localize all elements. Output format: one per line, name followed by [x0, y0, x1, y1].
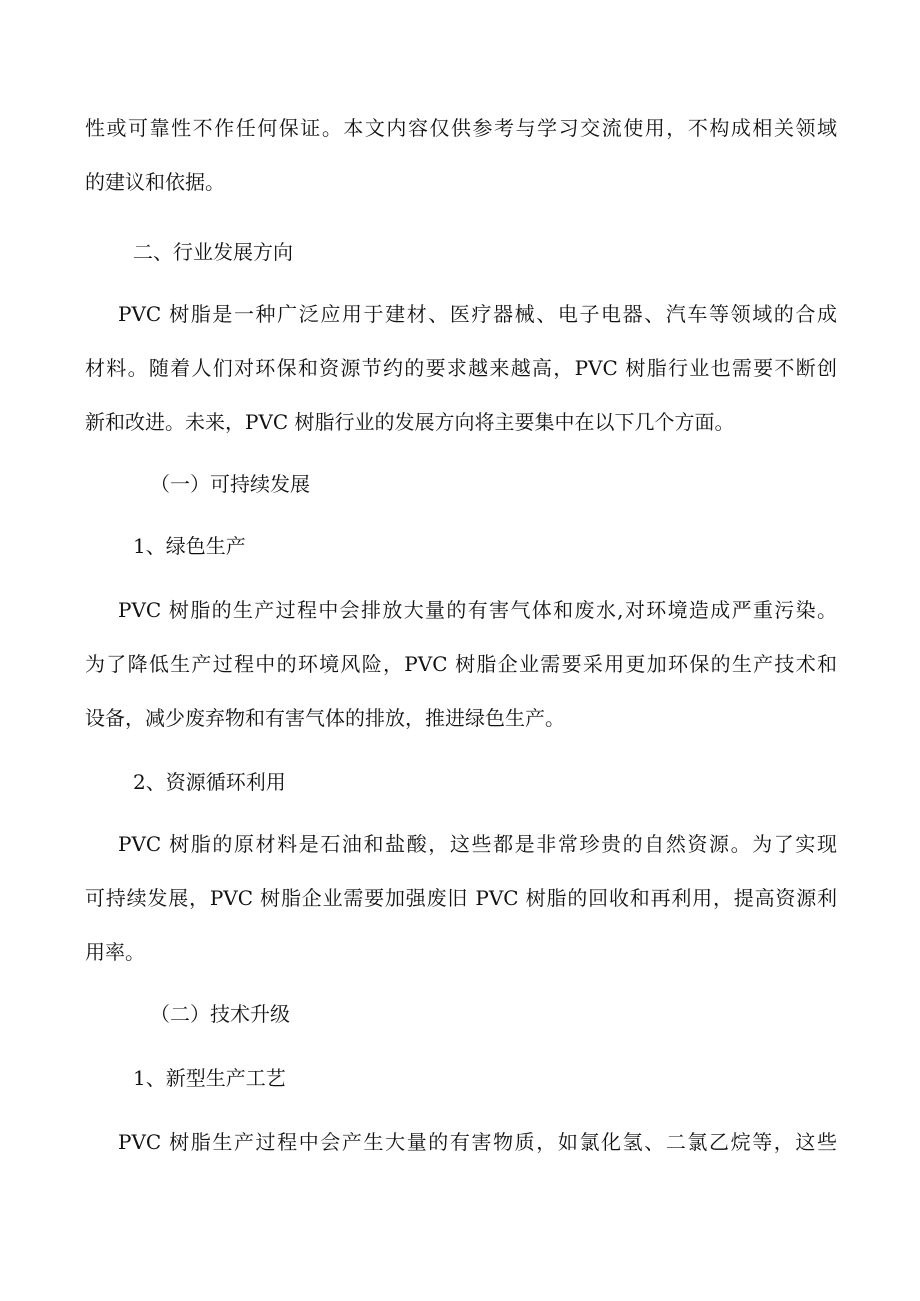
section-paragraph-line-3: 新和改进。未来，PVC 树脂行业的发展方向将主要集中在以下几个方面。 [85, 410, 735, 434]
item1-paragraph-line-2: 为了降低生产过程中的环境风险，PVC 树脂企业需要采用更加环保的生产技术和 [85, 652, 837, 676]
subsection-title-1: （一）可持续发展 [150, 472, 310, 496]
item-title-green-production: 1、绿色生产 [133, 534, 246, 558]
section-paragraph-line-1: PVC 树脂是一种广泛应用于建材、医疗器械、电子电器、汽车等领域的合成 [118, 302, 837, 326]
section-title: 二、行业发展方向 [133, 240, 293, 264]
item1-paragraph-line-3: 设备，减少废弃物和有害气体的排放，推进绿色生产。 [85, 706, 565, 730]
item3-paragraph-line-1: PVC 树脂生产过程中会产生大量的有害物质，如氯化氢、二氯乙烷等，这些 [118, 1130, 837, 1154]
section-paragraph-line-2: 材料。随着人们对环保和资源节约的要求越来越高，PVC 树脂行业也需要不断创 [85, 356, 837, 380]
item2-paragraph-line-3: 用率。 [85, 940, 145, 964]
item-title-resource-recycling: 2、资源循环利用 [133, 770, 286, 794]
item-title-new-process: 1、新型生产工艺 [133, 1066, 286, 1090]
intro-line-1: 性或可靠性不作任何保证。本文内容仅供参考与学习交流使用，不构成相关领域 [85, 116, 837, 140]
item2-paragraph-line-1: PVC 树脂的原材料是石油和盐酸，这些都是非常珍贵的自然资源。为了实现 [118, 832, 837, 856]
intro-line-2: 的建议和依据。 [85, 170, 225, 194]
item2-paragraph-line-2: 可持续发展，PVC 树脂企业需要加强废旧 PVC 树脂的回收和再利用，提高资源利 [85, 886, 837, 910]
subsection-title-2: （二）技术升级 [150, 1002, 290, 1026]
item1-paragraph-line-1: PVC 树脂的生产过程中会排放大量的有害气体和废水,对环境造成严重污染。 [118, 598, 837, 622]
